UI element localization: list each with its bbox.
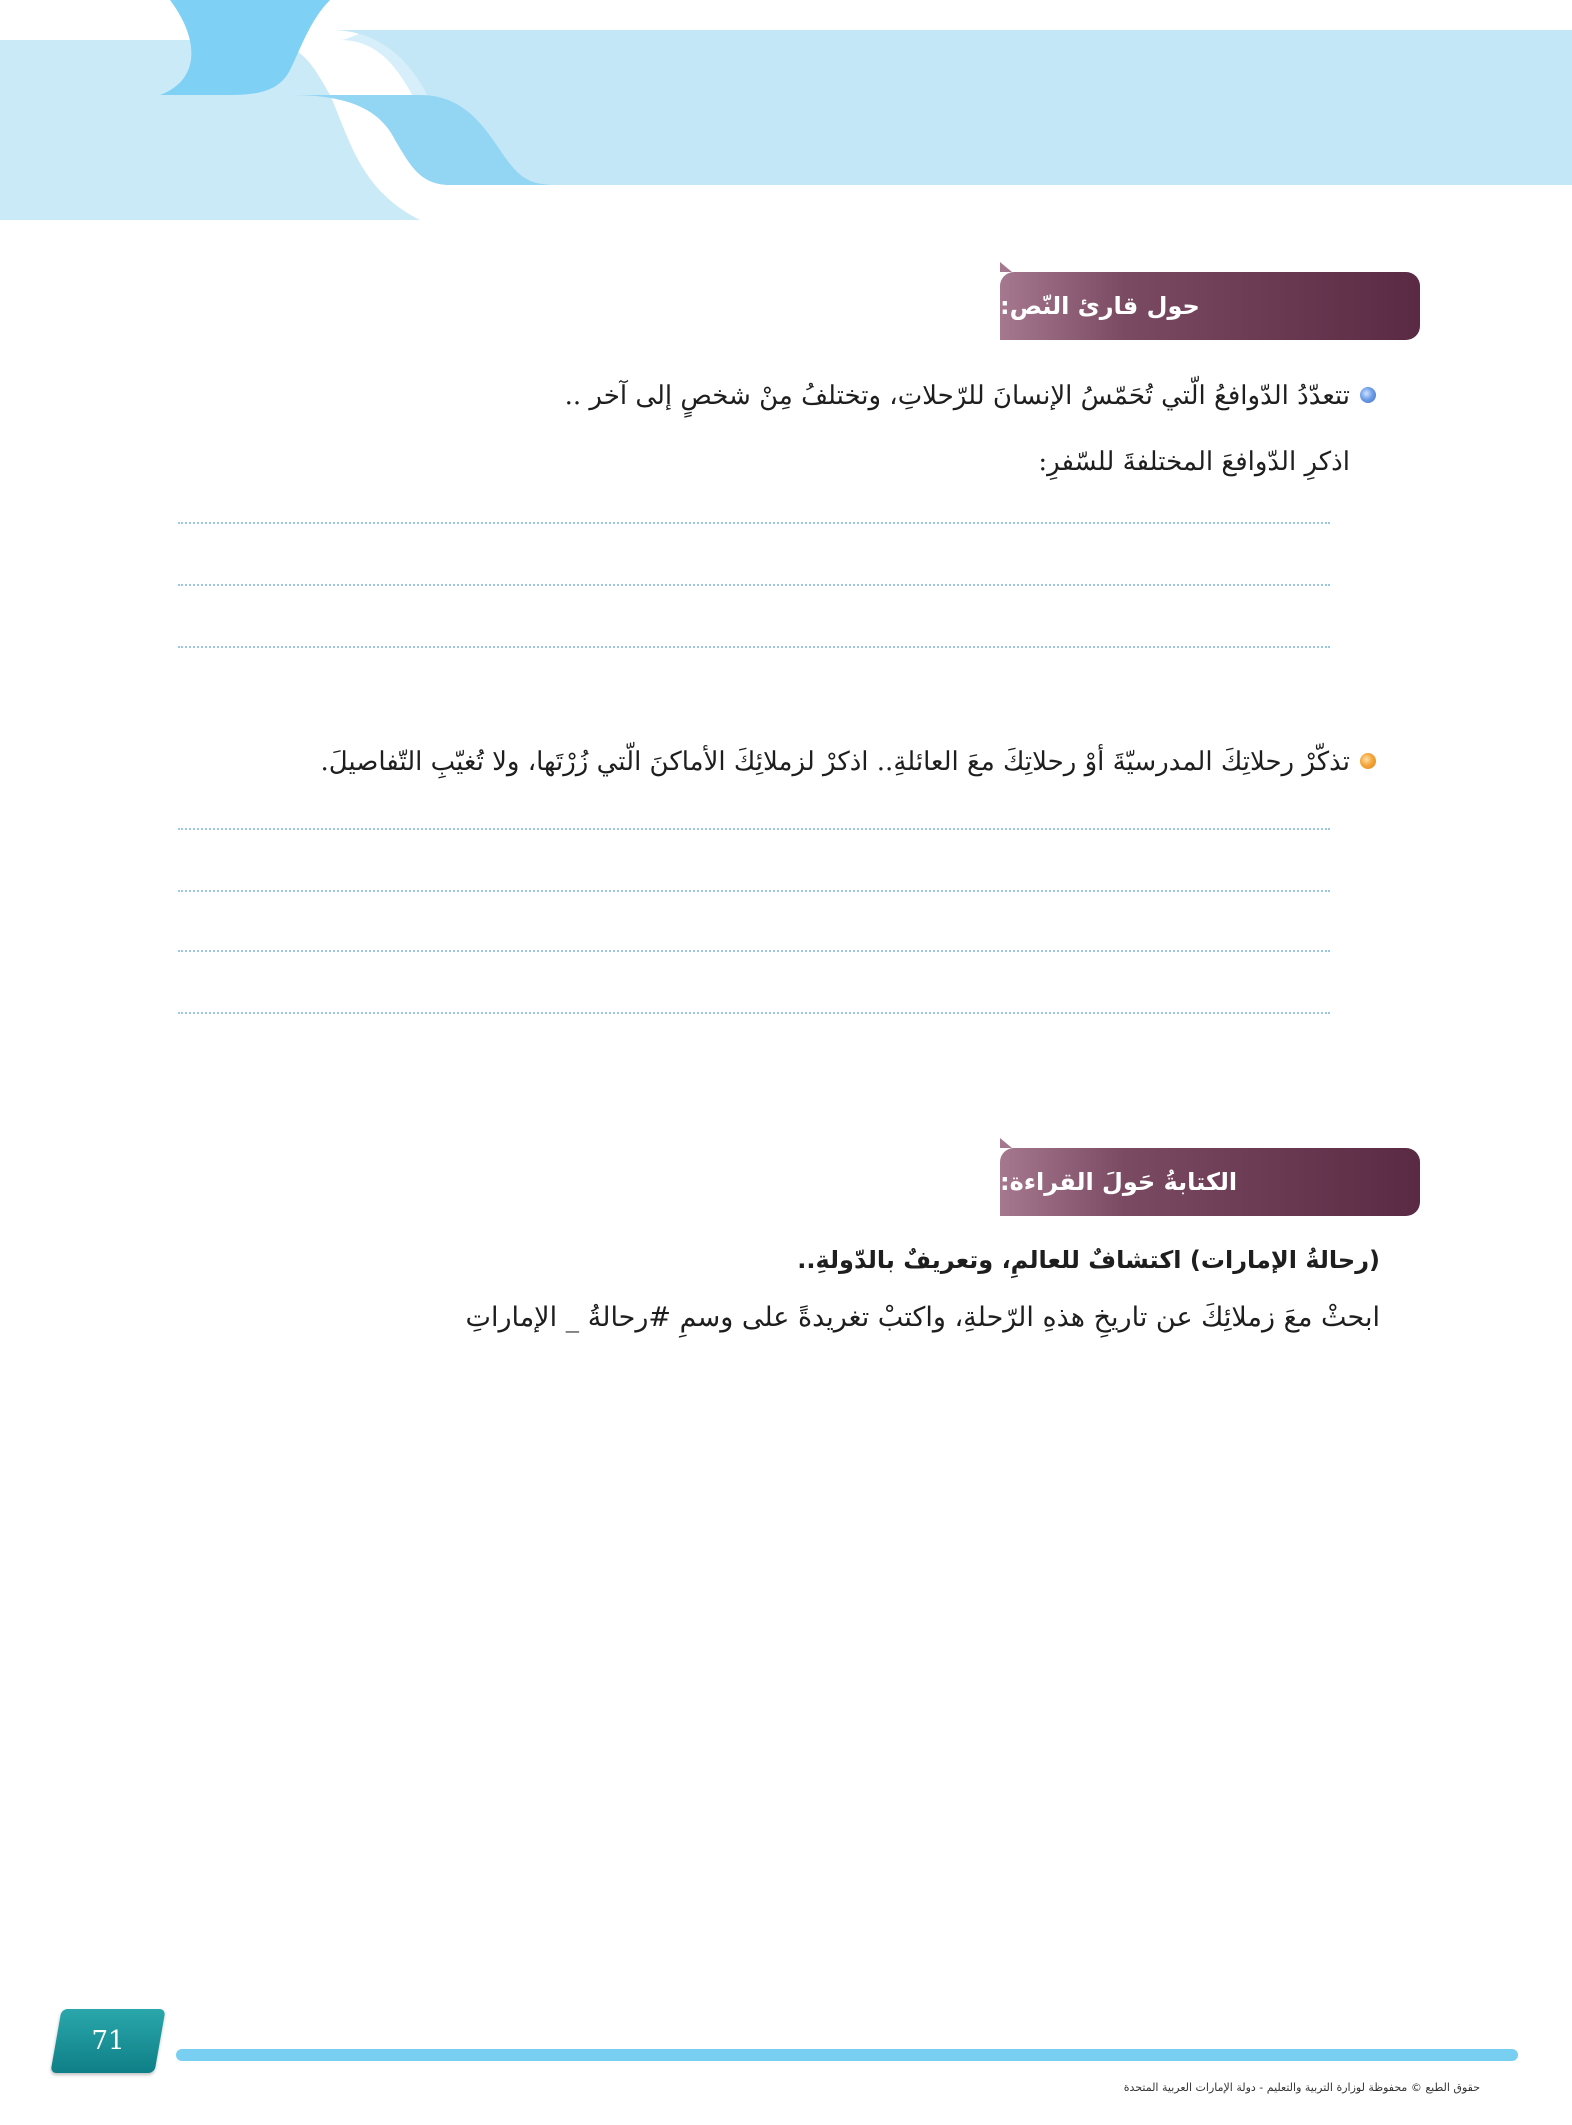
page-number: 71 xyxy=(91,2026,125,2056)
answer-line[interactable] xyxy=(178,828,1330,830)
answer-line[interactable] xyxy=(178,584,1330,586)
section-heading-writing xyxy=(1000,1148,1420,1216)
question-1-line-2: اذكرِ الدّوافعَ المختلفةَ للسّفرِ: xyxy=(1038,447,1350,477)
section-heading-reader xyxy=(1000,272,1420,340)
section-heading-writing-text: الكتابةُ حَولَ القراءة: xyxy=(1000,1168,1238,1196)
question-2 xyxy=(116,742,1376,782)
answer-line[interactable] xyxy=(178,646,1330,648)
emirates-journey-title: (رحالةُ الإمارات) اكتشافٌ للعالمِ، وتعريفٌ بالدّولةِ.. xyxy=(797,1246,1380,1274)
orange-bullet-icon xyxy=(1360,753,1376,769)
section-heading-reader-text: حول قارئ النّص: xyxy=(1000,292,1200,320)
answer-line[interactable] xyxy=(178,890,1330,892)
answer-line[interactable] xyxy=(178,522,1330,524)
footer-bar xyxy=(176,2049,1518,2061)
answer-line[interactable] xyxy=(178,950,1330,952)
answer-line[interactable] xyxy=(178,1012,1330,1014)
copyright-note: حقوق الطبع © محفوظة لوزارة التربية والتعليم - دولة الإمارات العربية المتحدة xyxy=(1123,2081,1480,2094)
question-1-line-1: تتعدّدُ الدّوافعُ الّتي تُحَمّسُ الإنسانَ للرّحلاتِ، وتختلفُ مِنْ شخصٍ إلى آخر .. xyxy=(564,381,1350,411)
header-banner xyxy=(0,0,1572,240)
research-instruction: ابحثْ معَ زملائِكَ عن تاريخِ هذهِ الرّحلةِ، واكتبْ تغريدةً على وسمِ #رحالةُ _ الإماراتِ xyxy=(465,1302,1380,1333)
question-1-instruction xyxy=(150,442,1350,482)
question-2-line-1: تذكّرْ رحلاتِكَ المدرسيّةَ أوْ رحلاتِكَ معَ العائلةِ.. اذكرْ لزملائِكَ الأماكنَ الّتي زُرْتَها، ولا تُغيّبِ التّفاصيلَ. xyxy=(320,747,1350,777)
question-1 xyxy=(176,376,1376,416)
blue-bullet-icon xyxy=(1360,387,1376,403)
